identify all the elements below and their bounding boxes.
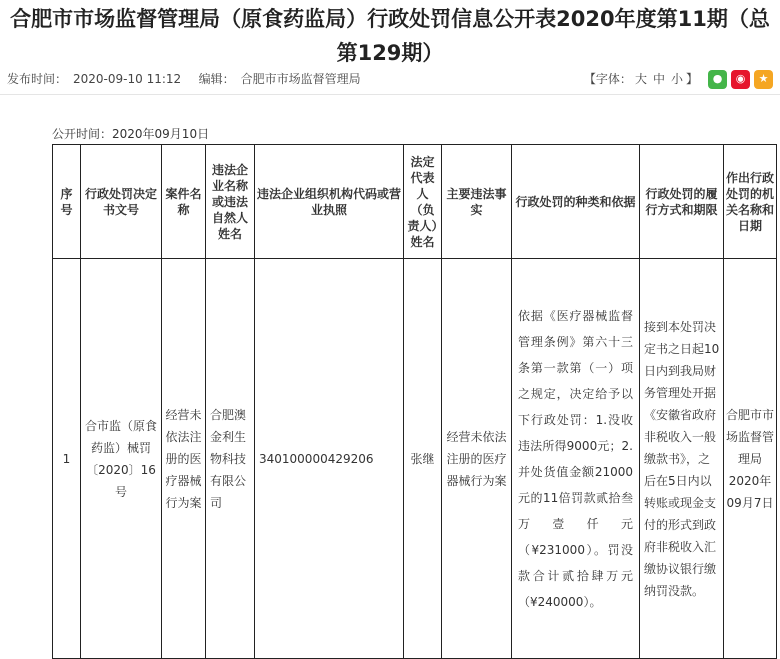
header-cell: 案件名称: [162, 145, 206, 259]
cell-authority: 合肥市市场监督管理局2020年09月7日: [724, 259, 777, 659]
cell-code: 340100000429206: [255, 259, 404, 659]
publish-date: 公开时间：2020年09月10日: [52, 127, 210, 141]
cell-case-name: 经营未依法注册的医疗器械行为案: [162, 259, 206, 659]
cell-legal-rep: 张继: [404, 259, 442, 659]
cell-penalty: 依据《医疗器械监督管理条例》第六十三条第一款第（一）项之规定，决定给予以下行政处罚：1.没收违法所得9000元；2.并处货值金额21000元的11倍罚款贰拾叁万壹仟元（¥231000）。罚没款合计贰拾肆万元（¥240000）。: [512, 259, 640, 659]
cell-doc-no: 合市监（原食药监）械罚〔2020〕16号: [81, 259, 162, 659]
meta-right: [584, 69, 773, 89]
penalty-table: [52, 144, 777, 659]
header-cell: 作出行政处罚的机关名称和日期: [724, 145, 777, 259]
cell-no: 1: [53, 259, 81, 659]
header-cell: 行政处罚的种类和依据: [512, 145, 640, 259]
font-medium-link[interactable]: 中: [652, 72, 665, 86]
cell-facts: 经营未依法注册的医疗器械行为案: [442, 259, 512, 659]
header-divider: [0, 94, 780, 95]
font-label-close: 】: [685, 72, 698, 86]
font-size-control: [584, 69, 698, 89]
cell-entity: 合肥澳金利生物科技有限公司: [206, 259, 255, 659]
header-cell: 违法企业名称或违法自然人姓名: [206, 145, 255, 259]
header-cell: 违法企业组织机构代码或营业执照: [255, 145, 404, 259]
publish-label: 发布时间：: [7, 72, 68, 86]
cell-method: 接到本处罚决定书之日起10日内到我局财务管理处开据《安徽省政府非税收入一般缴款书》，之后在5日内以转账或现金支付的形式到政府非税收入汇缴协议银行缴纳罚没款。: [640, 259, 724, 659]
weibo-share-icon[interactable]: ◉: [731, 70, 750, 89]
wechat-share-icon[interactable]: ●: [708, 70, 727, 89]
editor-name: 合肥市市场监督管理局: [240, 72, 361, 86]
header-cell: 法定代表人（负责人）姓名: [404, 145, 442, 259]
publish-time: 2020-09-10 11:12: [73, 72, 182, 86]
table-row: [53, 259, 777, 659]
header-cell: 序号: [53, 145, 81, 259]
font-large-link[interactable]: 大: [634, 72, 647, 86]
header-cell: 行政处罚的履行方式和期限: [640, 145, 724, 259]
page-title: 合肥市市场监督管理局（原食药监局）行政处罚信息公开表2020年度第11期（总第129期）: [10, 7, 770, 65]
header-cell: 主要违法事实: [442, 145, 512, 259]
article-meta: [7, 69, 773, 89]
font-label-open: 【字体：: [583, 72, 632, 86]
editor-label: 编辑：: [198, 72, 235, 86]
header-cell: 行政处罚决定书文号: [81, 145, 162, 259]
font-small-link[interactable]: 小: [670, 72, 683, 86]
table-header-row: [53, 145, 777, 259]
favorite-star-icon[interactable]: ★: [754, 70, 773, 89]
